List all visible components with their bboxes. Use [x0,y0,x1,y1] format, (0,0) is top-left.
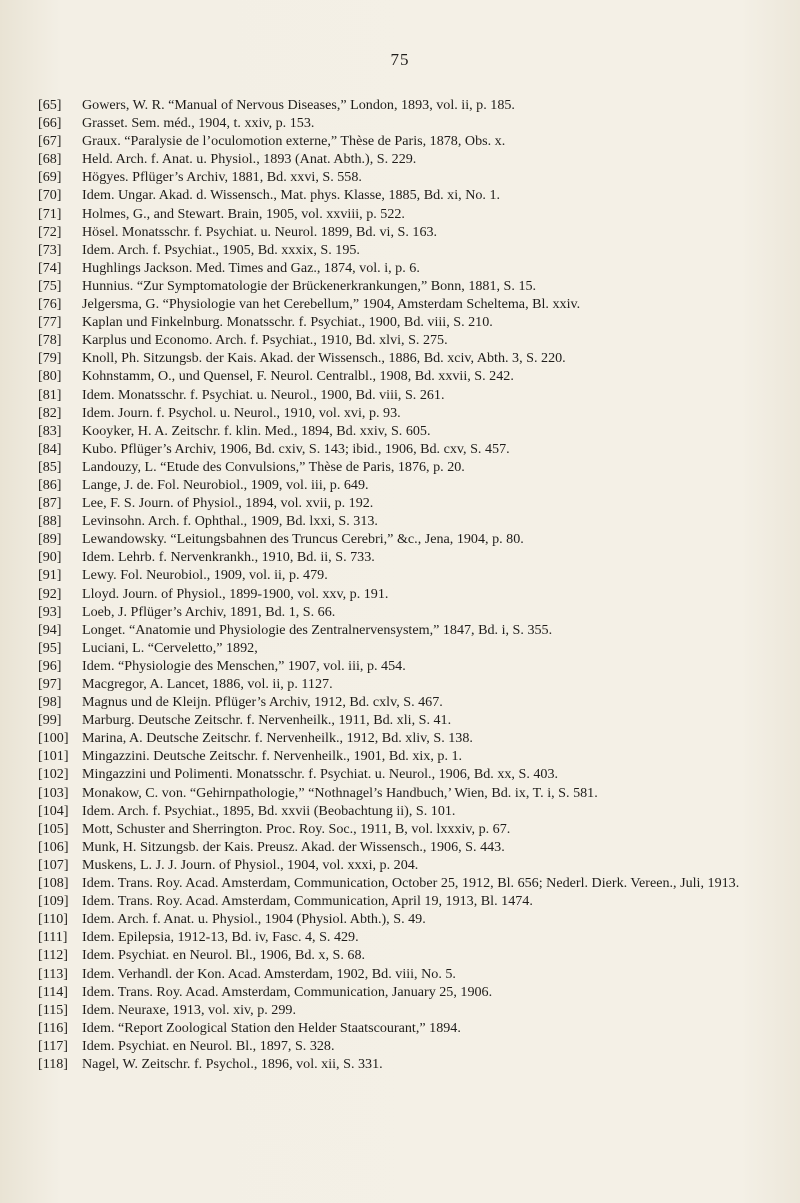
reference-text: Munk, H. Sitzungsb. der Kais. Preusz. Akad. der Wissensch., 1906, S. 443. [82,838,505,855]
reference-number: [103] [38,784,69,801]
page-number: 75 [390,50,410,69]
reference-entry [38,96,786,114]
reference-number: [69] [38,169,62,186]
reference-text: Hunnius. “Zur Symptomatologie der Brückenerkrankungen,” Bonn, 1881, S. 15. [82,277,537,294]
reference-entry [38,132,786,150]
reference-text: Idem. Verhandl. der Kon. Acad. Amsterdam, 1902, Bd. viii, No. 5. [82,965,456,982]
reference-text: Idem. Psychiat. en Neurol. Bl., 1906, Bd. x, S. 68. [82,947,366,964]
reference-entry [38,295,786,313]
reference-text: Hughlings Jackson. Med. Times and Gaz., 1874, vol. i, p. 6. [82,259,420,276]
reference-entry [38,657,786,675]
reference-text: Knoll, Ph. Sitzungsb. der Kais. Akad. der Wissensch., 1886, Bd. xciv, Abth. 3, S. 220. [82,350,566,367]
reference-text: Graux. “Paralysie de l’oculomotion externe,” Thèse de Paris, 1878, Obs. x. [82,133,506,150]
reference-number: [115] [38,1001,69,1018]
reference-entry [38,277,786,295]
reference-entry [38,639,786,657]
reference-entry [38,512,786,530]
reference-entry [38,440,786,458]
reference-text: Idem. Arch. f. Psychiat., 1895, Bd. xxvii (Beobachtung ii), S. 101. [82,802,456,819]
reference-entry [38,422,786,440]
reference-entry [38,765,786,783]
reference-text: Lee, F. S. Journ. of Physiol., 1894, vol. xvii, p. 192. [82,495,374,512]
reference-entry [38,965,786,983]
reference-text: Idem. Monatsschr. f. Psychiat. u. Neurol., 1900, Bd. viii, S. 261. [82,386,445,403]
reference-entry [38,530,786,548]
reference-number: [84] [38,440,62,457]
reference-entry [38,114,786,132]
reference-number: [80] [38,368,62,385]
reference-entry [38,241,786,259]
reference-number: [89] [38,531,62,548]
reference-number: [79] [38,350,62,367]
reference-number: [77] [38,314,62,331]
reference-text: Idem. Lehrb. f. Nervenkrankh., 1910, Bd. ii, S. 733. [82,549,375,566]
reference-entry [38,874,786,892]
reference-number: [107] [38,856,69,873]
reference-entry [38,747,786,765]
reference-text: Landouzy, L. “Etude des Convulsions,” Thèse de Paris, 1876, p. 20. [82,458,465,475]
reference-entry [38,367,786,385]
reference-number: [83] [38,422,62,439]
reference-entry [38,223,786,241]
reference-text: Idem. Journ. f. Psychol. u. Neurol., 1910, vol. xvi, p. 93. [82,404,401,421]
reference-text: Marina, A. Deutsche Zeitschr. f. Nervenheilk., 1912, Bd. xliv, S. 138. [82,730,473,747]
reference-number: [90] [38,549,62,566]
reference-entry [38,784,786,802]
reference-entry [38,820,786,838]
reference-entry [38,259,786,277]
reference-text: Högyes. Pflüger’s Archiv, 1881, Bd. xxvi, S. 558. [82,169,362,186]
reference-entry [38,168,786,186]
reference-entry [38,802,786,820]
reference-entry [38,1019,786,1037]
reference-text: Kohnstamm, O., und Quensel, F. Neurol. Centralbl., 1908, Bd. xxvii, S. 242. [82,368,514,385]
reference-entry [38,205,786,223]
reference-text: Kaplan und Finkelnburg. Monatsschr. f. Psychiat., 1900, Bd. viii, S. 210. [82,314,493,331]
reference-text: Idem. Ungar. Akad. d. Wissensch., Mat. phys. Klasse, 1885, Bd. xi, No. 1. [82,187,501,204]
reference-entry [38,386,786,404]
reference-entry [38,603,786,621]
reference-number: [93] [38,603,62,620]
reference-number: [99] [38,712,62,729]
reference-text: Held. Arch. f. Anat. u. Physiol., 1893 (Anat. Abth.), S. 229. [82,151,417,168]
reference-entry [38,856,786,874]
reference-number: [98] [38,694,62,711]
reference-text: Monakow, C. von. “Gehirnpathologie,” “Nothnagel’s Handbuch,’ Wien, Bd. ix, T. i, S. 581. [82,784,598,801]
reference-number: [73] [38,241,62,258]
reference-number: [78] [38,332,62,349]
reference-entry [38,946,786,964]
reference-number: [85] [38,458,62,475]
reference-entry [38,566,786,584]
reference-text: Marburg. Deutsche Zeitschr. f. Nervenheilk., 1911, Bd. xli, S. 41. [82,712,452,729]
reference-text: Hösel. Monatsschr. f. Psychiat. u. Neurol. 1899, Bd. vi, S. 163. [82,223,438,240]
reference-number: [109] [38,893,69,910]
reference-number: [92] [38,585,62,602]
reference-entry [38,313,786,331]
reference-text: Mingazzini und Polimenti. Monatsschr. f. Psychiat. u. Neurol., 1906, Bd. xx, S. 403. [82,766,559,783]
reference-text: Muskens, L. J. J. Journ. of Physiol., 1904, vol. xxxi, p. 204. [82,856,419,873]
reference-number: [91] [38,567,62,584]
reference-entry [38,186,786,204]
reference-text: Magnus und de Kleijn. Pflüger’s Archiv, 1912, Bd. cxlv, S. 467. [82,694,443,711]
reference-entry [38,910,786,928]
reference-number: [81] [38,386,62,403]
reference-text: Idem. Neuraxe, 1913, vol. xiv, p. 299. [82,1001,296,1018]
reference-number: [95] [38,639,62,656]
reference-entry [38,1037,786,1055]
reference-text: Idem. Trans. Roy. Acad. Amsterdam, Communication, October 25, 1912, Bl. 656; Nederl. Dierk. Vereen., Juli, 1913. [82,875,740,892]
reference-entry [38,1001,786,1019]
reference-number: [68] [38,151,62,168]
reference-text: Grasset. Sem. méd., 1904, t. xxiv, p. 153. [82,115,315,132]
reference-entry [38,458,786,476]
reference-entry [38,621,786,639]
reference-number: [66] [38,115,62,132]
reference-entry [38,711,786,729]
reference-number: [114] [38,983,69,1000]
reference-number: [112] [38,947,69,964]
reference-text: Jelgersma, G. “Physiologie van het Cerebellum,” 1904, Amsterdam Scheltema, Bl. xxiv. [82,296,581,313]
reference-text: Loeb, J. Pflüger’s Archiv, 1891, Bd. 1, S. 66. [82,603,336,620]
reference-entry [38,548,786,566]
reference-text: Lange, J. de. Fol. Neurobiol., 1909, vol. iii, p. 649. [82,476,369,493]
reference-number: [71] [38,205,62,222]
reference-text: Nagel, W. Zeitschr. f. Psychol., 1896, vol. xii, S. 331. [82,1055,383,1072]
reference-number: [116] [38,1019,69,1036]
reference-number: [96] [38,657,62,674]
reference-number: [105] [38,820,69,837]
reference-text: Macgregor, A. Lancet, 1886, vol. ii, p. 1127. [82,676,333,692]
reference-number: [106] [38,838,69,855]
reference-number: [75] [38,277,62,294]
reference-number: [88] [38,513,62,530]
reference-entry [38,331,786,349]
reference-entry [38,585,786,603]
reference-number: [100] [38,730,69,747]
reference-text: Mingazzini. Deutsche Zeitschr. f. Nervenheilk., 1901, Bd. xix, p. 1. [82,748,463,765]
reference-entry [38,476,786,494]
reference-number: [117] [38,1037,69,1054]
reference-entry [38,675,786,693]
reference-text: Idem. Trans. Roy. Acad. Amsterdam, Communication, January 25, 1906. [82,983,493,1000]
reference-entry [38,729,786,747]
reference-text: Idem. “Physiologie des Menschen,” 1907, vol. iii, p. 454. [82,657,406,674]
reference-number: [102] [38,766,69,783]
reference-number: [76] [38,296,62,313]
reference-text: Levinsohn. Arch. f. Ophthal., 1909, Bd. lxxi, S. 313. [82,513,378,530]
reference-number: [111] [38,929,68,946]
reference-entry [38,150,786,168]
reference-text: Mott, Schuster and Sherrington. Proc. Roy. Soc., 1911, B, vol. lxxxiv, p. 67. [82,820,511,837]
reference-number: [101] [38,748,69,765]
reference-text: Idem. Arch. f. Psychiat., 1905, Bd. xxxix, S. 195. [82,241,360,258]
reference-number: [87] [38,495,62,512]
reference-entry [38,349,786,367]
reference-text: Lewy. Fol. Neurobiol., 1909, vol. ii, p. 479. [82,567,328,584]
reference-list [38,96,786,1073]
reference-number: [72] [38,223,62,240]
reference-number: [74] [38,259,62,276]
reference-text: Idem. “Report Zoological Station den Helder Staatscourant,” 1894. [82,1019,461,1036]
reference-entry [38,494,786,512]
reference-text: Karplus und Economo. Arch. f. Psychiat., 1910, Bd. xlvi, S. 275. [82,332,448,349]
reference-number: [70] [38,187,62,204]
reference-text: Gowers, W. R. “Manual of Nervous Diseases,” London, 1893, vol. ii, p. 185. [82,97,515,113]
reference-text: Longet. “Anatomie und Physiologie des Zentralnervensystem,” 1847, Bd. i, S. 355. [82,621,553,638]
reference-entry [38,693,786,711]
reference-text: Idem. Arch. f. Anat. u. Physiol., 1904 (Physiol. Abth.), S. 49. [82,911,426,928]
reference-text: Lewandowsky. “Leitungsbahnen des Truncus Cerebri,” &c., Jena, 1904, p. 80. [82,531,524,548]
reference-text: Kooyker, H. A. Zeitschr. f. klin. Med., 1894, Bd. xxiv, S. 605. [82,422,431,439]
reference-text: Luciani, L. “Cerveletto,” 1892, [82,639,258,656]
reference-entry [38,928,786,946]
reference-number: [97] [38,676,62,692]
reference-text: Kubo. Pflüger’s Archiv, 1906, Bd. cxiv, S. 143; ibid., 1906, Bd. cxv, S. 457. [82,440,510,457]
reference-entry [38,404,786,422]
reference-entry [38,838,786,856]
reference-text: Idem. Psychiat. en Neurol. Bl., 1897, S. 328. [82,1037,335,1054]
reference-number: [67] [38,133,62,150]
reference-text: Holmes, G., and Stewart. Brain, 1905, vol. xxviii, p. 522. [82,205,405,222]
reference-number: [110] [38,911,69,928]
reference-number: [82] [38,404,62,421]
reference-number: [118] [38,1055,69,1072]
reference-entry [38,1055,786,1073]
reference-number: [104] [38,802,69,819]
reference-text: Idem. Epilepsia, 1912-13, Bd. iv, Fasc. 4, S. 429. [82,929,359,946]
reference-number: [113] [38,965,69,982]
reference-number: [65] [38,97,62,113]
reference-text: Lloyd. Journ. of Physiol., 1899-1900, vol. xxv, p. 191. [82,585,389,602]
reference-entry [38,892,786,910]
reference-number: [108] [38,875,69,892]
reference-number: [94] [38,621,62,638]
reference-text: Idem. Trans. Roy. Acad. Amsterdam, Communication, April 19, 1913, Bl. 1474. [82,893,533,910]
reference-entry [38,983,786,1001]
reference-number: [86] [38,476,62,493]
